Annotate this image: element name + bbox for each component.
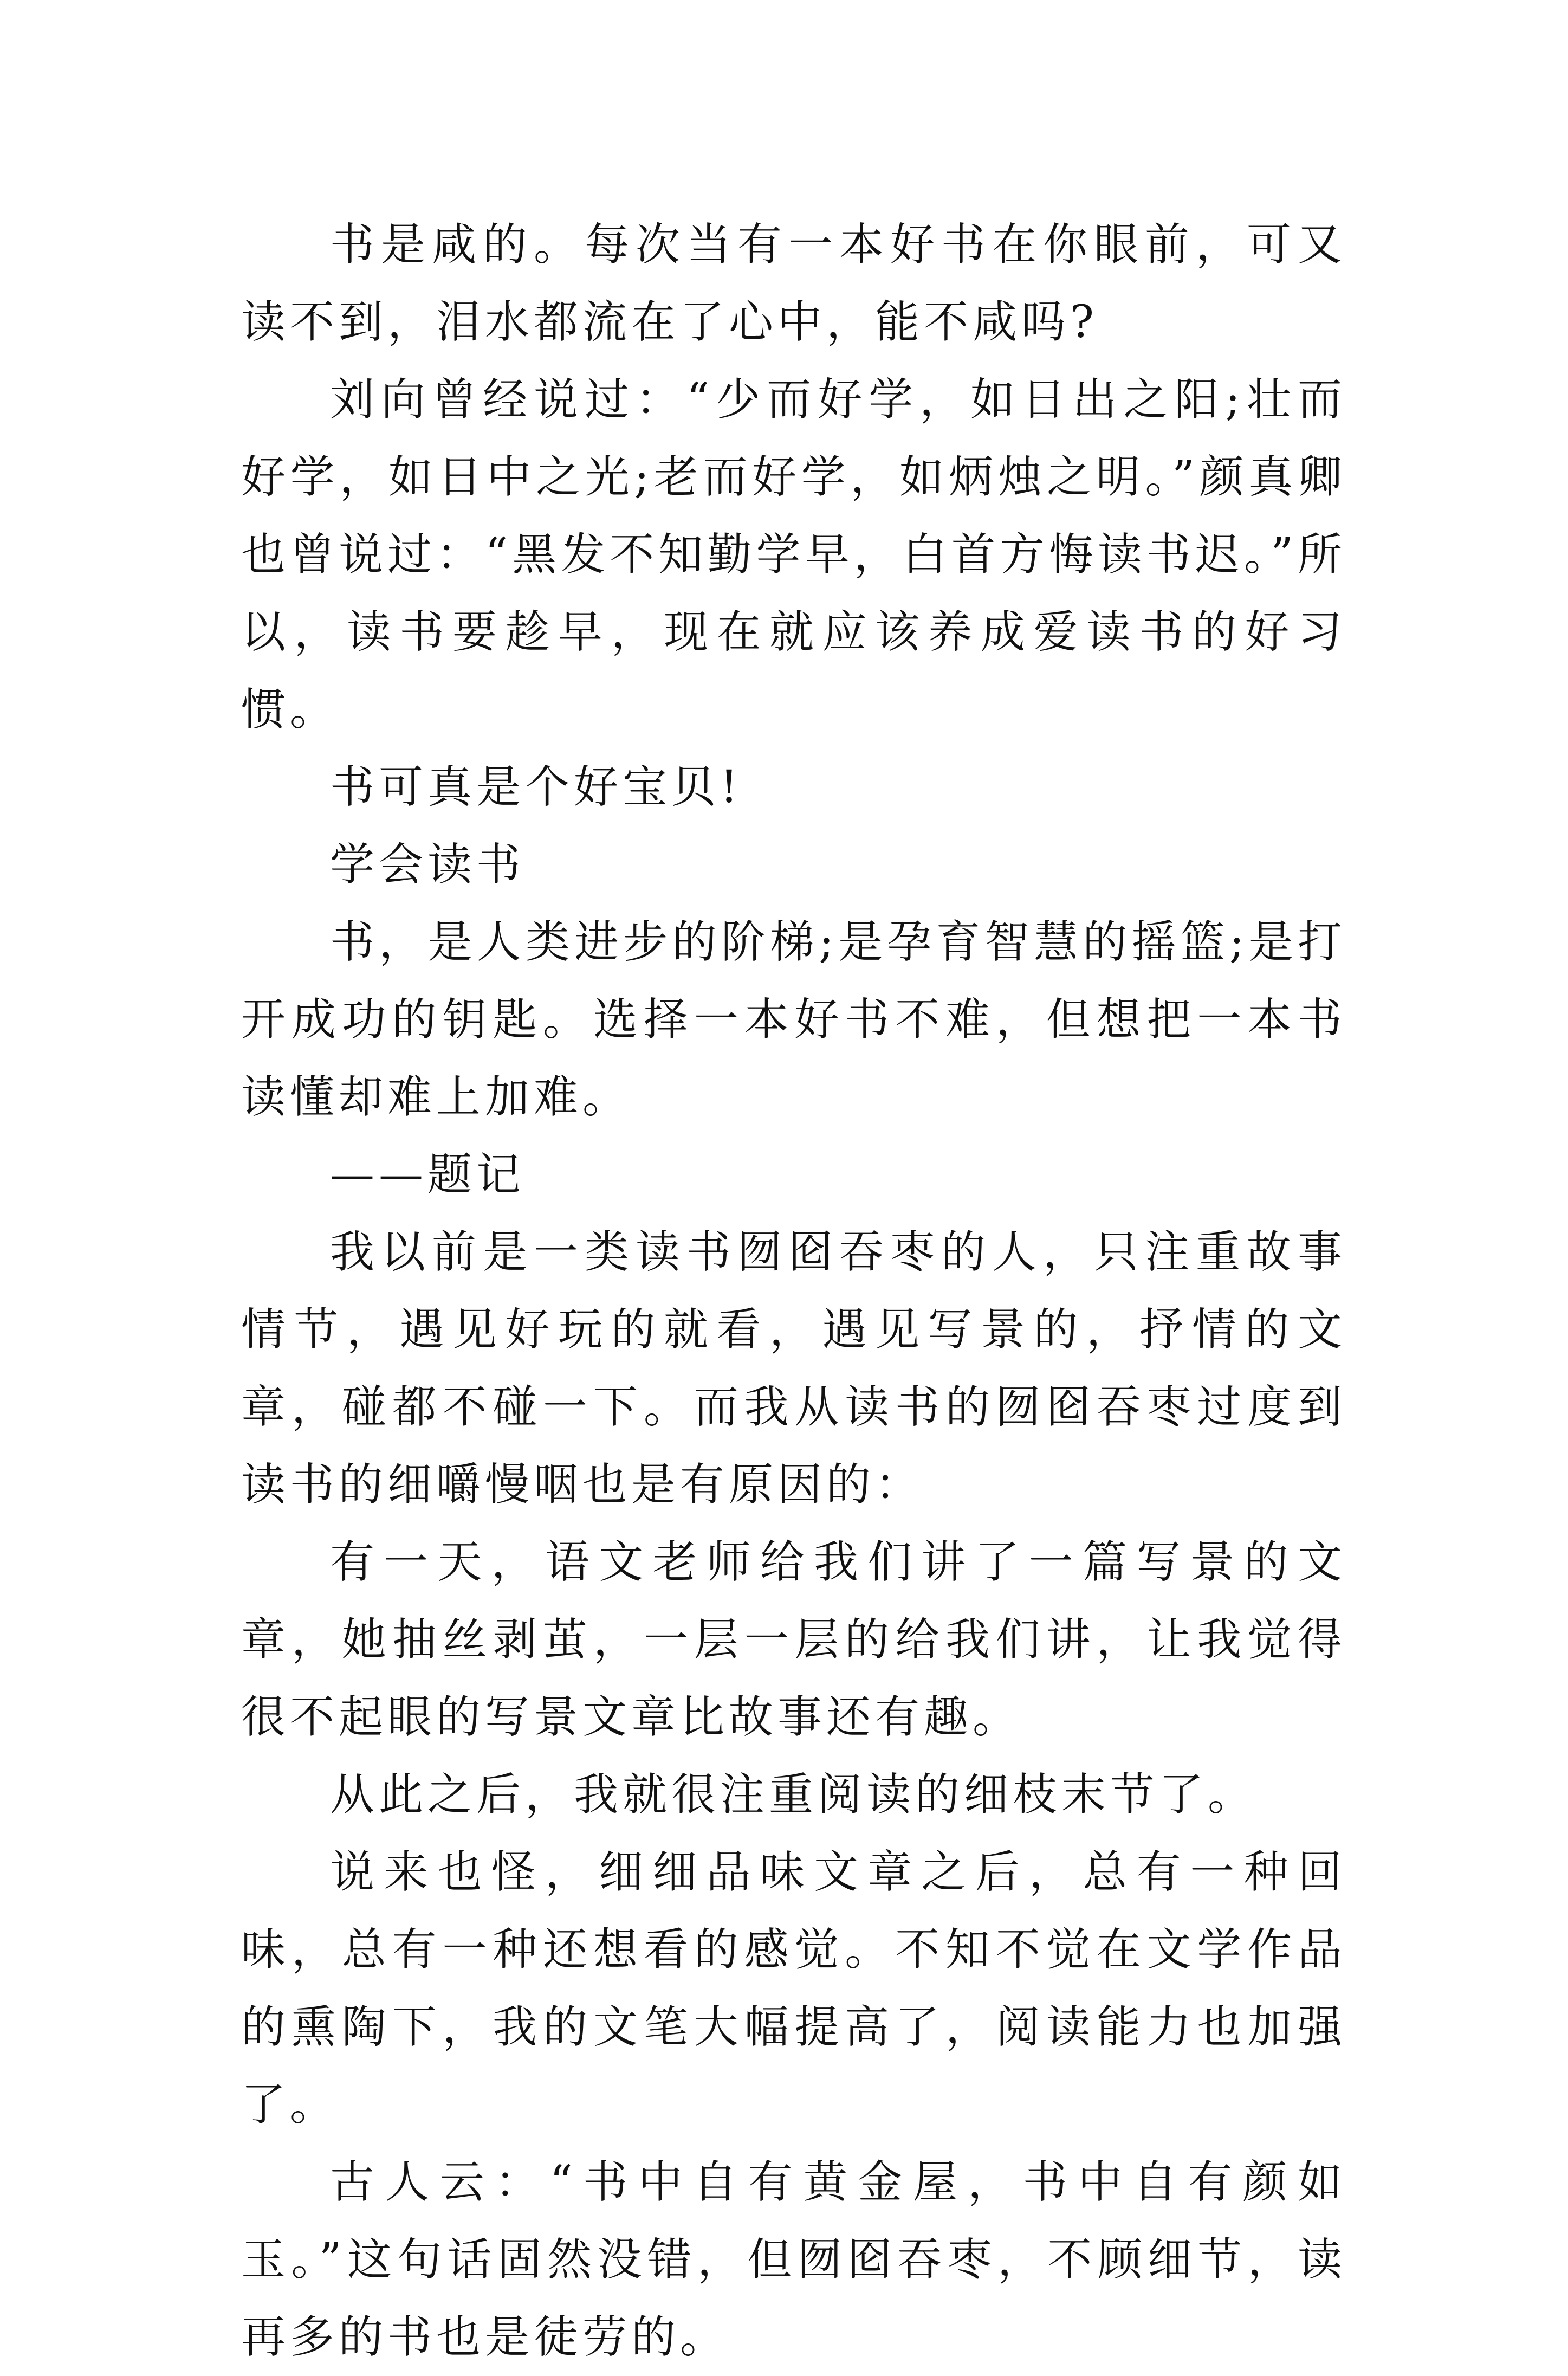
paragraph-11: 古人云：“书中自有黄金屋，书中自有颜如玉。”这句话固然没错，但囫囵吞枣，不顾细节，读再多的书也是徒劳的。 bbox=[241, 2157, 1346, 2363]
paragraph-5: 书，是人类进步的阶梯;是孕育智慧的摇篮;是打开成功的钥匙。选择一本好书不难，但想把一本书读懂却难上加难。 bbox=[241, 916, 1346, 1123]
section-heading: 学会读书 bbox=[330, 839, 526, 890]
paragraph-9: 从此之后，我就很注重阅读的细枝末节了。 bbox=[330, 1769, 1257, 1820]
document-body bbox=[241, 206, 1346, 2376]
paragraph-10: 说来也怪，细细品味文章之后，总有一种回味，总有一种还想看的感觉。不知不觉在文学作品的熏陶下，我的文笔大幅提高了，阅读能力也加强了。 bbox=[241, 1846, 1346, 2130]
paragraph-8: 有一天，语文老师给我们讲了一篇写景的文章，她抽丝剥茧，一层一层的给我们讲，让我觉得很不起眼的写景文章比故事还有趣。 bbox=[241, 1536, 1346, 1743]
paragraph-2: 刘向曾经说过：“少而好学，如日出之阳;壮而好学，如日中之光;老而好学，如炳烛之明。”颜真卿也曾说过：“黑发不知勤学早，白首方悔读书迟。”所以，读书要趁早，现在就应该养成爱读书的好习惯。 bbox=[241, 374, 1346, 735]
paragraph-1: 书是咸的。每次当有一本好书在你眼前，可又读不到，泪水都流在了心中，能不咸吗? bbox=[241, 219, 1346, 348]
epigraph-attribution: ——题记 bbox=[330, 1149, 526, 1200]
paragraph-3: 书可真是个好宝贝! bbox=[330, 761, 742, 813]
paragraph-7: 我以前是一类读书囫囵吞枣的人，只注重故事情节，遇见好玩的就看，遇见写景的，抒情的文章，碰都不碰一下。而我从读书的囫囵吞枣过度到读书的细嚼慢咽也是有原因的： bbox=[241, 1226, 1346, 1510]
